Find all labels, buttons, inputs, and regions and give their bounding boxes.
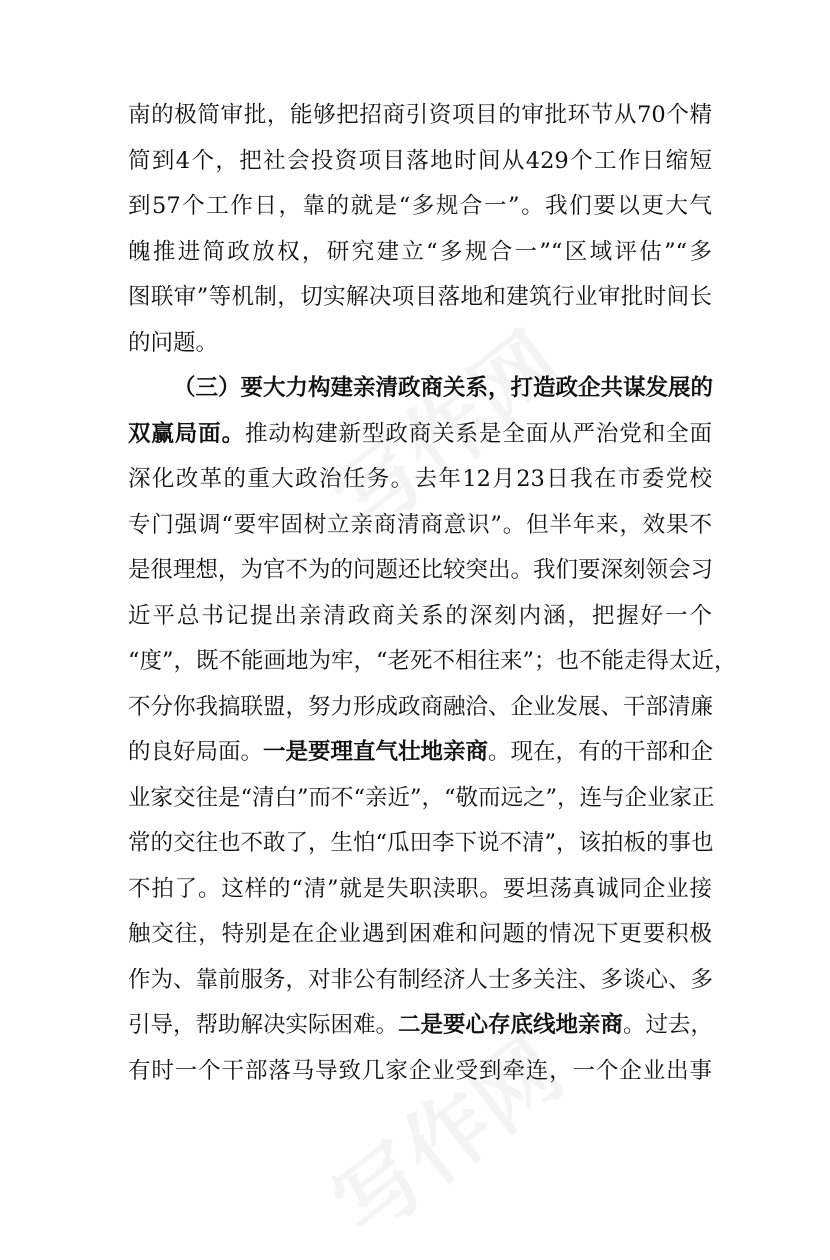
- text-span: 。过去，: [623, 1012, 714, 1038]
- text-span: 推动构建新型政商关系是全面从严治党和全面: [244, 420, 712, 447]
- text-line: 作为、靠前服务，对非公有制经济人士多关注、多谈心、多: [128, 966, 714, 993]
- text-line: 不分你我搞联盟，努力形成政商融洽、企业发展、干部清廉: [128, 693, 714, 720]
- section-heading: （三）要大力构建亲清政商关系，打造政企共谋发展的: [173, 375, 714, 401]
- text-line: 深化改革的重大政治任务。去年12月23日我在市委党校: [128, 466, 712, 492]
- text-line: 图联审”等机制，切实解决项目落地和建筑行业审批时间长: [128, 284, 712, 310]
- text-line: 到57个工作日，靠的就是“多规合一”。我们要以更大气: [128, 193, 712, 219]
- text-line: 是很理想，为官不为的问题还比较突出。我们要深刻领会习: [128, 557, 714, 583]
- text-line: 魄推进简政放权，研究建立“多规合一”“区域评估”“多: [128, 238, 712, 265]
- text-line: [128, 730, 712, 776]
- text-line: 常的交往也不敢了，生怕“瓜田李下说不清”，该拍板的事也: [128, 830, 714, 856]
- text-line: 的问题。: [128, 329, 219, 356]
- text-line: 业家交往是“清白”而不“亲近”，“敬而远之”，连与企业家正: [128, 784, 715, 811]
- text-line: 有时一个干部落马导致几家企业受到牵连，一个企业出事: [128, 1057, 712, 1084]
- document-body: [128, 93, 737, 1094]
- key-point-1: 一是要理直气壮地亲商: [263, 739, 489, 765]
- text-line: 简到4个，把社会投资项目落地时间从429个工作日缩短: [128, 147, 712, 174]
- text-line: 不拍了。这样的“清”就是失职渎职。要坦荡真诚同企业接: [128, 875, 712, 902]
- section-heading-end: 双赢局面。: [128, 420, 245, 447]
- text-line: [128, 412, 712, 458]
- text-span: 。现在，有的干部和企: [488, 739, 714, 765]
- text-line: 南的极简审批，能够把招商引资项目的审批环节从70个精: [128, 102, 712, 128]
- text-span: 的良好局面。: [128, 739, 264, 765]
- text-line: 专门强调“要牢固树立亲商清商意识”。但半年来，效果不: [128, 511, 712, 538]
- text-line: 近平总书记提出亲清政商关系的深刻内涵，把握好一个: [128, 602, 712, 629]
- text-span: 引导，帮助解决实际困难。: [128, 1012, 399, 1038]
- text-line: “度”，既不能画地为牢，“老死不相往来”；也不能走得太近，: [128, 648, 737, 674]
- text-line: 触交往，特别是在企业遇到困难和问题的情况下更要积极: [128, 921, 712, 947]
- key-point-2: 二是要心存底线地亲商: [398, 1012, 624, 1038]
- text-line: [128, 1003, 712, 1049]
